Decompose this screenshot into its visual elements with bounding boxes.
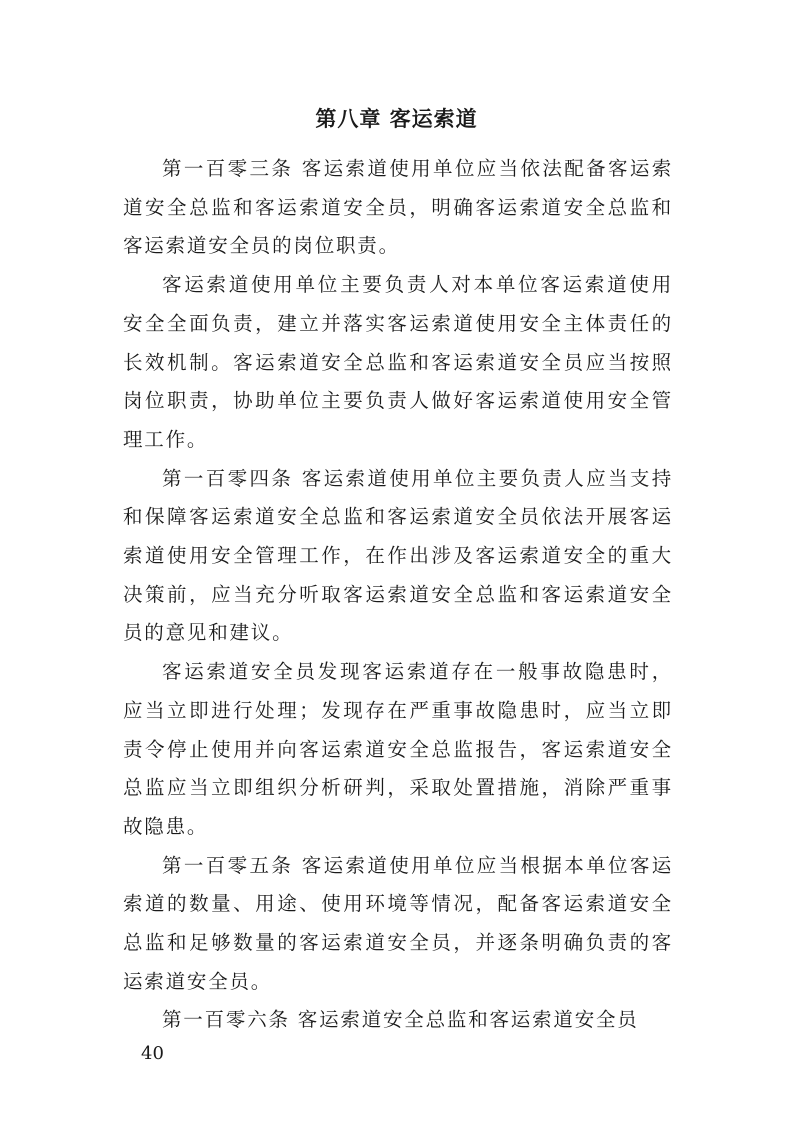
article-103-responsibility-paragraph: 客运索道使用单位主要负责人对本单位客运索道使用安全全面负责，建立并落实客运索道使用安全主体责任的长效机制。客运索道安全总监和客运索道安全员应当按照岗位职责，协助单位主要负责人做好客运索道使用安全管理工作。 bbox=[123, 273, 673, 451]
body-text bbox=[123, 150, 673, 1040]
page-number: 40 bbox=[141, 1043, 164, 1064]
article-103-paragraph: 第一百零三条 客运索道使用单位应当依法配备客运索道安全总监和客运索道安全员，明确客运索道安全总监和客运索道安全员的岗位职责。 bbox=[123, 157, 673, 258]
article-106-paragraph: 第一百零六条 客运索道安全总监和客运索道安全员 bbox=[162, 1008, 639, 1032]
article-104-paragraph: 第一百零四条 客运索道使用单位主要负责人应当支持和保障客运索道安全总监和客运索道安全员依法开展客运索道使用安全管理工作，在作出涉及客运索道安全的重大决策前，应当充分听取客运索道安全总监和客运索道安全员的意见和建议。 bbox=[123, 466, 673, 645]
article-105-paragraph: 第一百零五条 客运索道使用单位应当根据本单位客运索道的数量、用途、使用环境等情况，配备客运索道安全总监和足够数量的客运索道安全员，并逐条明确负责的客运索道安全员。 bbox=[123, 853, 673, 993]
chapter-title: 第八章 客运索道 bbox=[315, 107, 478, 131]
article-104-hazard-paragraph: 客运索道安全员发现客运索道存在一般事故隐患时，应当立即进行处理；发现存在严重事故隐患时，应当立即责令停止使用并向客运索道安全总监报告，客运索道安全总监应当立即组织分析研判，采取处置措施，消除严重事故隐患。 bbox=[123, 660, 673, 838]
